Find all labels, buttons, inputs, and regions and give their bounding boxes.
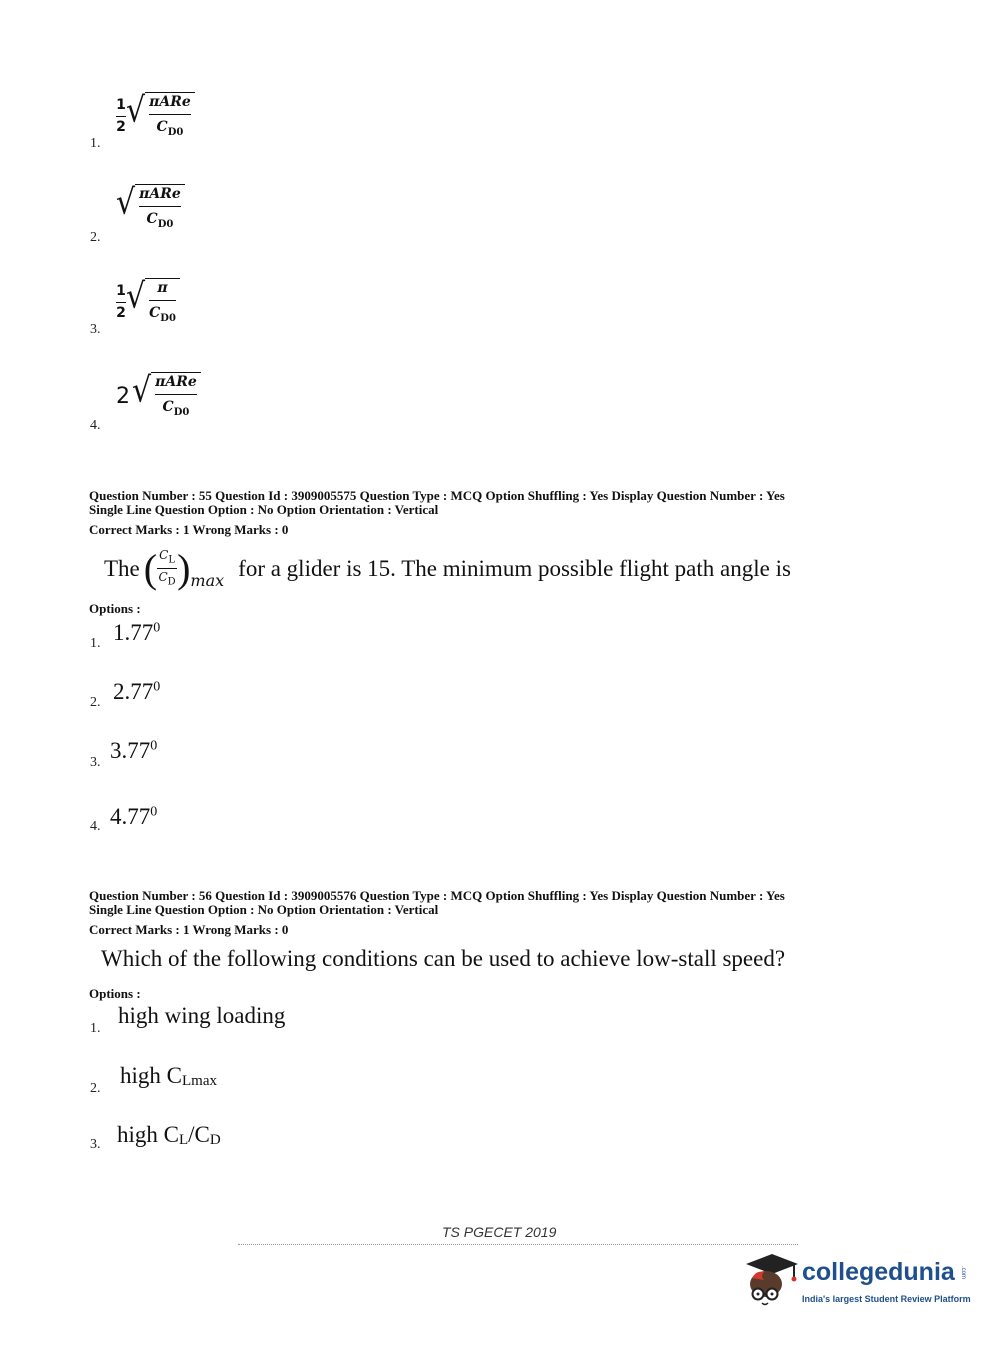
question-text-end: for a glider is 15. The minimum possible flight path angle is (238, 555, 791, 581)
footer-title: TS PGECET 2019 (442, 1224, 557, 1240)
right-paren: ) (177, 545, 191, 591)
mascot-icon (742, 1250, 800, 1306)
radicand-denominator: $C_{D0}$ (146, 211, 174, 230)
question-marks: Correct Marks : 1 Wrong Marks : 0 (89, 922, 289, 937)
option-number: 3. (90, 1137, 101, 1152)
option-4[interactable]: 4.77$^0$ (110, 804, 158, 829)
option-2[interactable]: 2.77$^0$ (113, 679, 161, 704)
option-3[interactable]: high $C_L/C_D$ (117, 1122, 221, 1148)
question-meta-line2: Single Line Question Option : No Option Orientation : Vertical (89, 502, 439, 517)
option-number: 3. (90, 755, 101, 770)
option-number: 4. (90, 418, 101, 433)
square-root: √ πARe $C_{D0}$ (132, 372, 201, 422)
fraction-numerator: 1 (116, 97, 126, 114)
footer-divider (238, 1244, 798, 1245)
option-1[interactable]: high wing loading (118, 1003, 286, 1028)
logo-wordmark: collegedunia (802, 1258, 955, 1286)
option-number: 2. (90, 230, 101, 245)
formula-option-4 (116, 372, 201, 422)
collegedunia-logo (742, 1248, 972, 1308)
radicand-numerator: πARe (155, 374, 197, 390)
radicand-denominator: $C_{D0}$ (162, 399, 190, 418)
question-meta-line1: Question Number : 56 Question Id : 3909005576 Question Type : MCQ Option Shuffling : Yes Display Question Number : Yes (89, 888, 785, 903)
option-number: 1. (90, 636, 101, 651)
formula-option-2 (116, 184, 185, 234)
logo-suffix: .com (960, 1266, 966, 1280)
question-text-start: The (104, 555, 140, 581)
logo-tagline: India's largest Student Review Platform (802, 1294, 971, 1304)
question-text: Which of the following conditions can be used to achieve low-stall speed? (101, 946, 786, 971)
option-2[interactable]: high $C_{Lmax}$ (120, 1063, 217, 1089)
square-root: √ πARe $C_{D0}$ (116, 184, 185, 234)
option-number: 2. (90, 1081, 101, 1096)
options-label: Options : (89, 601, 141, 616)
question-marks: Correct Marks : 1 Wrong Marks : 0 (89, 522, 289, 537)
option-number: 1. (90, 136, 101, 151)
options-label: Options : (89, 986, 141, 1001)
option-3[interactable]: 3.77$^0$ (110, 738, 158, 763)
fraction-denominator: 2 (116, 119, 126, 136)
question-text (104, 545, 791, 591)
option-number: 4. (90, 819, 101, 834)
fraction-numerator: 1 (116, 283, 126, 300)
option-number: 3. (90, 322, 101, 337)
fraction-denominator: 2 (116, 305, 126, 322)
square-root: √ πARe $C_{D0}$ (126, 92, 195, 142)
option-number: 1. (90, 1021, 101, 1036)
radicand-numerator: π (157, 280, 168, 296)
radicand-denominator: $C_{D0}$ (156, 119, 184, 138)
radicand-numerator: πARe (139, 186, 181, 202)
half-fraction (116, 283, 126, 322)
formula-option-1 (116, 92, 195, 142)
half-fraction (116, 97, 126, 136)
question-meta-line2: Single Line Question Option : No Option Orientation : Vertical (89, 902, 439, 917)
ratio-fraction: $C_L$ $C_D$ (158, 548, 176, 588)
left-paren: ( (143, 545, 158, 591)
coefficient: 2 (116, 384, 130, 410)
square-root: √ π $C_{D0}$ (126, 278, 180, 328)
question-meta-line1: Question Number : 55 Question Id : 3909005575 Question Type : MCQ Option Shuffling : Yes Display Question Number : Yes (89, 488, 785, 503)
option-1[interactable]: 1.77$^0$ (113, 620, 161, 645)
ratio-subscript: max (190, 571, 225, 591)
radicand-numerator: πARe (149, 94, 191, 110)
formula-option-3 (116, 278, 180, 328)
option-number: 2. (90, 695, 101, 710)
radicand-denominator: $C_{D0}$ (149, 305, 176, 324)
